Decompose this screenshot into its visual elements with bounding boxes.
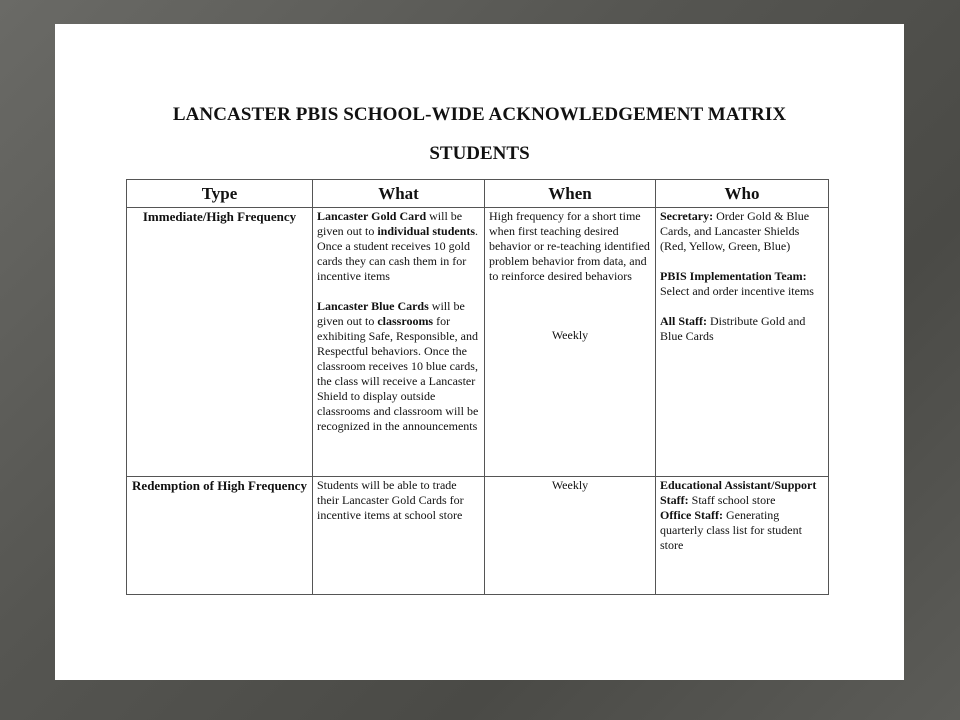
who-all-staff: All Staff: Distribute Gold and Blue Cards xyxy=(660,314,806,343)
table-header-row xyxy=(127,180,829,208)
document-subtitle: STUDENTS xyxy=(429,143,530,164)
table-row xyxy=(127,477,829,595)
acknowledgement-matrix-table xyxy=(126,179,829,595)
header-what: What xyxy=(313,180,485,208)
who-office-staff: Office Staff: Generating quarterly class list for student store xyxy=(660,508,802,552)
who-pbis-team: PBIS Implementation Team: Select and order incentive items xyxy=(660,269,814,298)
when-cell xyxy=(485,477,656,595)
who-secretary: Secretary: Order Gold & Blue Cards, and Lancaster Shields (Red, Yellow, Green, Blue) xyxy=(660,209,810,253)
who-cell xyxy=(656,208,829,477)
when-description: High frequency for a short time when first teaching desired behavior or re-teaching identified problem behavior from data, and to reinforce desired behaviors xyxy=(489,209,650,283)
what-gold-paragraph: Lancaster Gold Card will be given out to individual students. Once a student receives 10 gold cards they can cash them in for incentive items xyxy=(317,209,479,283)
table-row xyxy=(127,208,829,477)
header-when: When xyxy=(485,180,656,208)
when-weekly: Weekly xyxy=(551,478,589,492)
slide-page xyxy=(55,24,904,680)
document-title: LANCASTER PBIS SCHOOL-WIDE ACKNOWLEDGEMENT MATRIX xyxy=(172,104,787,125)
header-who: Who xyxy=(656,180,829,208)
what-blue-paragraph: Lancaster Blue Cards will be given out to classrooms for exhibiting Safe, Responsible, and Respectful behaviors. Once the classroom receives 10 blue cards, the class will receive a Lancaster Shield to display outside classrooms and classroom will be recognized in the announcements xyxy=(317,299,479,433)
what-cell: Students will be able to trade their Lancaster Gold Cards for incentive items at school store xyxy=(313,477,485,595)
when-weekly: Weekly xyxy=(551,328,589,342)
who-educational-assistant: Educational Assistant/Support Staff: Staff school store xyxy=(660,478,817,507)
what-cell xyxy=(313,208,485,477)
type-cell: Immediate/High Frequency xyxy=(127,208,313,477)
header-type: Type xyxy=(127,180,313,208)
when-cell xyxy=(485,208,656,477)
type-cell: Redemption of High Frequency xyxy=(127,477,313,595)
who-cell xyxy=(656,477,829,595)
